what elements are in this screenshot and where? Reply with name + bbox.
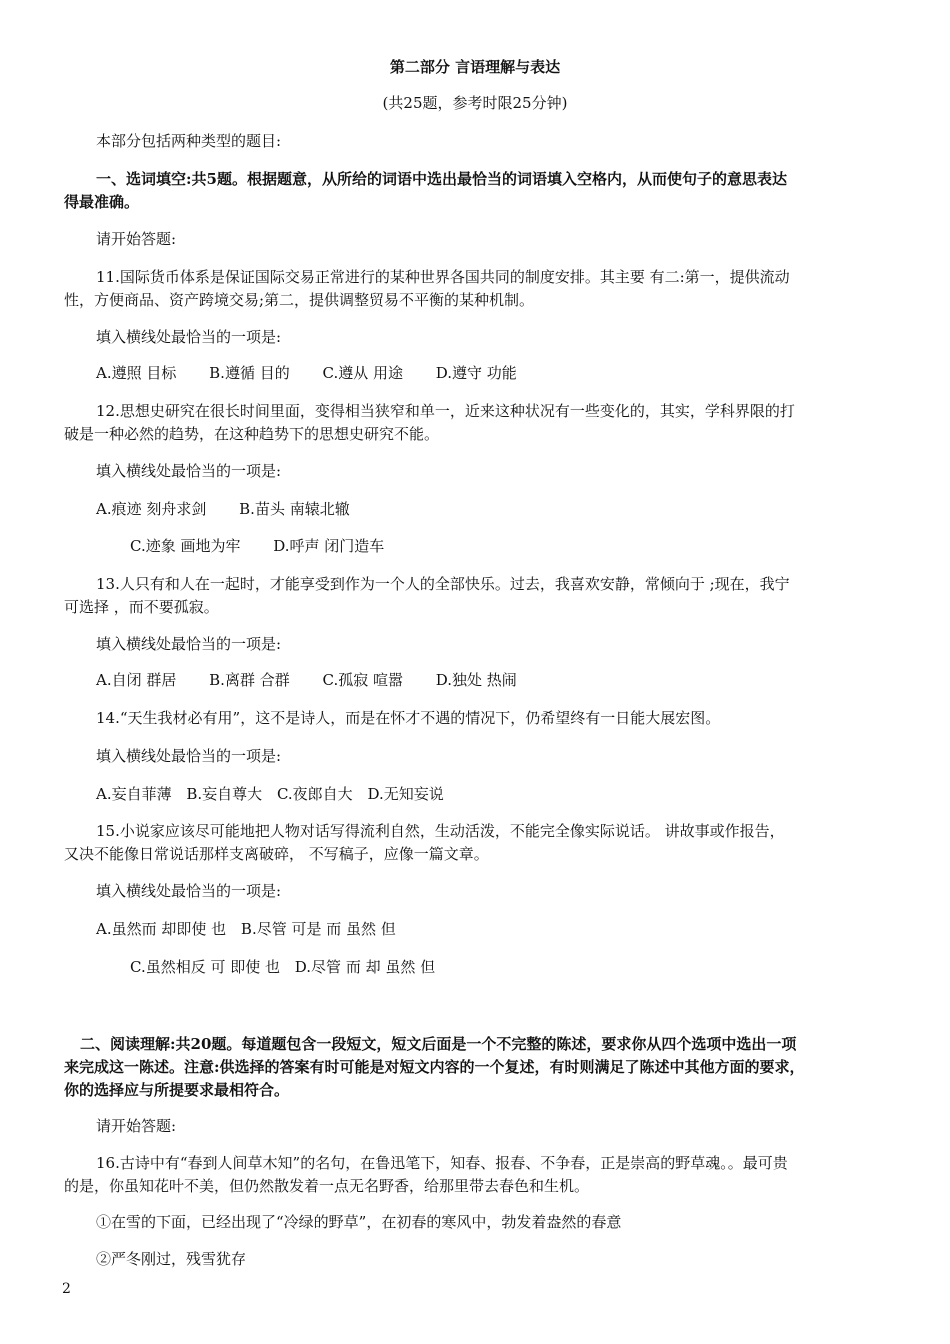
q13-prompt: 填入横线处最恰当的一项是: bbox=[96, 635, 282, 653]
q15-option-b[interactable]: B.尽管 可是 而 虽然 但 bbox=[240, 920, 396, 938]
q11-stem-line2: 性，方便商品、资产跨境交易;第二，提供调整贸易不平衡的某种机制。 bbox=[64, 291, 535, 309]
q16-stem-line2: 的是，你虽知花叶不美，但仍然散发着一点无名野香，给那里带去春色和生机。 bbox=[64, 1177, 590, 1195]
q14-option-d[interactable]: D.无知妄说 bbox=[367, 785, 444, 803]
q12-stem-line2: 破是一种必然的趋势，在这种趋势下的思想史研究不能。 bbox=[64, 425, 440, 443]
q12-options-row2 bbox=[130, 535, 412, 557]
section2-start: 请开始答题: bbox=[96, 1117, 177, 1135]
q15-options-row2 bbox=[130, 956, 445, 978]
q12-option-d[interactable]: D.呼声 闭门造车 bbox=[273, 537, 385, 555]
q14-prompt: 填入横线处最恰当的一项是: bbox=[96, 747, 282, 765]
q15-option-d[interactable]: D.尽管 而 却 虽然 但 bbox=[294, 958, 436, 976]
q11-option-c[interactable]: C.遵从 用途 bbox=[322, 364, 403, 382]
q11-stem-line1: 11.国际货币体系是保证国际交易正常进行的某种世界各国共同的制度安排。其主要 有二:第一，提供流动 bbox=[96, 268, 790, 286]
q12-option-a[interactable]: A.痕迹 刻舟求剑 bbox=[96, 500, 207, 518]
q13-option-c[interactable]: C.孤寂 喧嚣 bbox=[322, 671, 403, 689]
q13-option-b[interactable]: B.离群 合群 bbox=[209, 671, 290, 689]
q13-stem-line2: 可选择 ，而不要孤寂。 bbox=[64, 598, 219, 616]
section2-instruction-line2: 来完成这一陈述。注意:供选择的答案有时可能是对短文内容的一个复述，有时则满足了陈述中其他方面的要求， bbox=[64, 1058, 805, 1076]
q14-option-a[interactable]: A.妄自菲薄 bbox=[96, 785, 172, 803]
q12-option-c[interactable]: C.迹象 画地为牢 bbox=[130, 537, 241, 555]
q15-option-c[interactable]: C.虽然相反 可 即使 也 bbox=[130, 958, 281, 976]
q14-option-c[interactable]: C.夜郎自大 bbox=[276, 785, 353, 803]
q16-item-2: ②严冬刚过，残雪犹存 bbox=[96, 1250, 247, 1268]
q11-prompt: 填入横线处最恰当的一项是: bbox=[96, 328, 282, 346]
q12-prompt: 填入横线处最恰当的一项是: bbox=[96, 462, 282, 480]
section1-instruction-line2: 得最准确。 bbox=[64, 193, 140, 211]
q15-stem-line1: 15.小说家应该尽可能地把人物对话写得流利自然，生动活泼，不能完全像实际说话。 讲故事或作报告， bbox=[96, 822, 785, 840]
intro-text: 本部分包括两种类型的题目: bbox=[96, 132, 282, 150]
q11-option-d[interactable]: D.遵守 功能 bbox=[435, 364, 517, 382]
q13-stem-line1: 13.人只有和人在一起时，才能享受到作为一个人的全部快乐。过去，我喜欢安静，常倾向于 ;现在，我宁 bbox=[96, 575, 790, 593]
q15-options-row1 bbox=[96, 918, 406, 940]
q13-option-d[interactable]: D.独处 热闹 bbox=[435, 671, 517, 689]
q14-option-b[interactable]: B.妄自尊大 bbox=[186, 785, 263, 803]
q15-option-a[interactable]: A.虽然而 却即使 也 bbox=[96, 920, 227, 938]
q11-option-b[interactable]: B.遵循 目的 bbox=[209, 364, 290, 382]
page-subtitle: (共25题，参考时限25分钟) bbox=[382, 94, 568, 112]
section1-start: 请开始答题: bbox=[96, 230, 177, 248]
q11-options bbox=[96, 362, 545, 384]
page-number: 2 bbox=[62, 1281, 71, 1297]
q12-options-row1 bbox=[96, 498, 378, 520]
q14-options bbox=[96, 783, 454, 805]
q12-option-b[interactable]: B.苗头 南辕北辙 bbox=[239, 500, 350, 518]
q16-item-1: ①在雪的下面，已经出现了“冷绿的野草”，在初春的寒风中，勃发着盎然的春意 bbox=[96, 1213, 622, 1231]
q13-option-a[interactable]: A.自闭 群居 bbox=[96, 671, 177, 689]
section2-instruction-line1: 二、阅读理解:共20题。每道题包含一段短文，短文后面是一个不完整的陈述，要求你从四个选项中选出一项 bbox=[80, 1035, 797, 1053]
section1-instruction-line1: 一、选词填空:共5题。根据题意，从所给的词语中选出最恰当的词语填入空格内，从而使句子的意思表达 bbox=[96, 170, 787, 188]
q12-stem-line1: 12.思想史研究在很长时间里面，变得相当狭窄和单一，近来这种状况有一些变化的，其实，学科界限的打 bbox=[96, 402, 795, 420]
q15-prompt: 填入横线处最恰当的一项是: bbox=[96, 882, 282, 900]
q16-stem-line1: 16.古诗中有“春到人间草木知”的名句，在鲁迅笔下，知春、报春、不争春，正是崇高的野草魂。。最可贵 bbox=[96, 1154, 788, 1172]
q14-stem-line1: 14.“天生我材必有用”，这不是诗人，而是在怀才不遇的情况下，仍希望终有一日能大展宏图。 bbox=[96, 709, 721, 727]
q13-options bbox=[96, 669, 545, 691]
page-title: 第二部分 言语理解与表达 bbox=[389, 58, 561, 76]
q11-option-a[interactable]: A.遵照 目标 bbox=[96, 364, 177, 382]
section2-instruction-line3: 你的选择应与所提要求最相符合。 bbox=[64, 1081, 290, 1099]
q15-stem-line2: 又决不能像日常说话那样支离破碎， 不写稿子，应像一篇文章。 bbox=[64, 845, 489, 863]
